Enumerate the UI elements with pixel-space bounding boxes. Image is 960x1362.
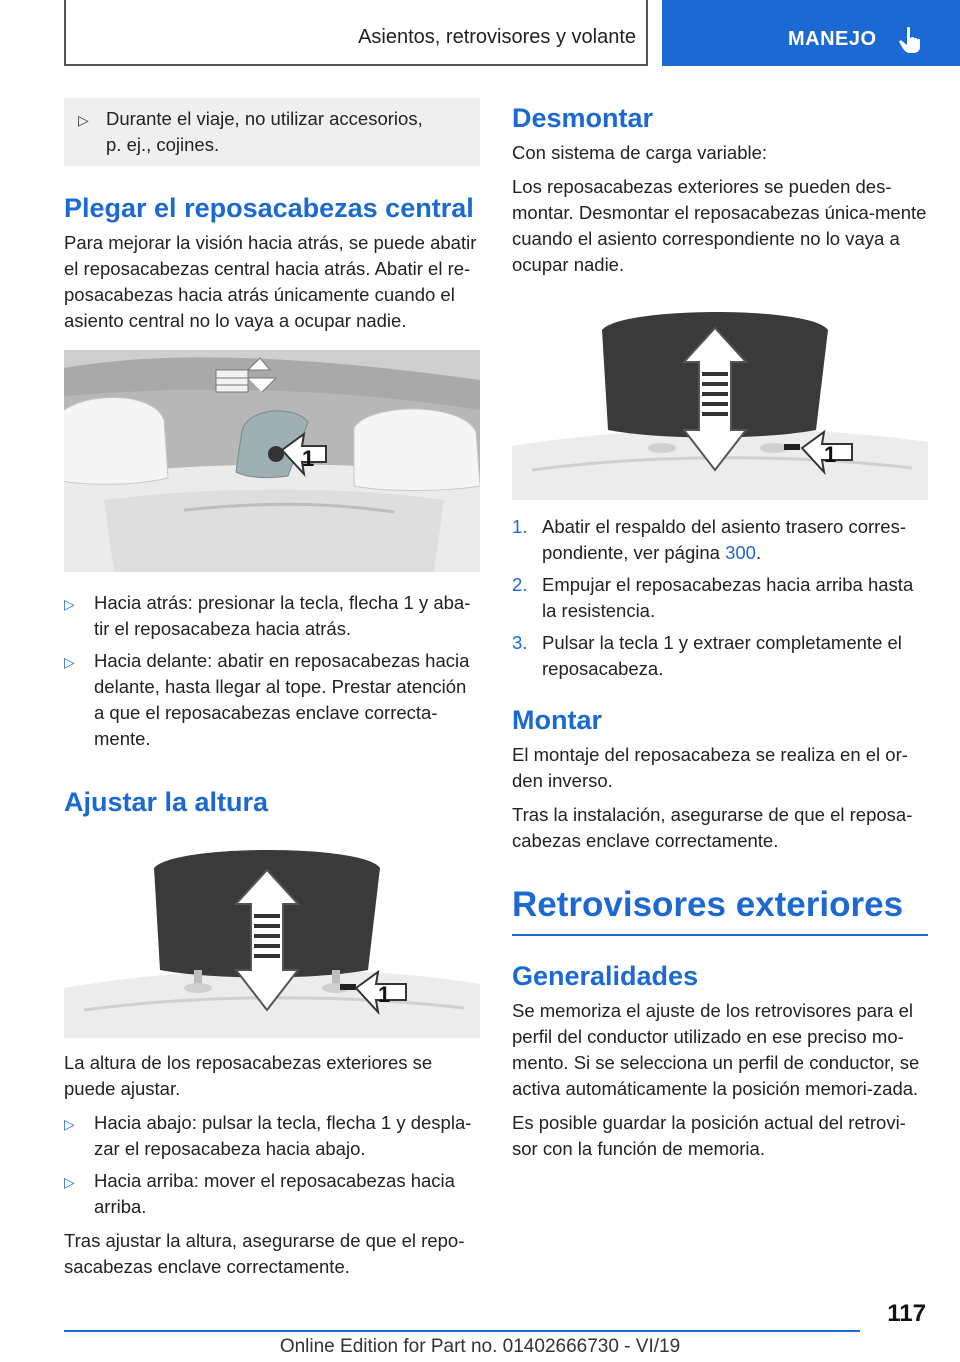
- figure-1-callout: 1: [302, 446, 315, 471]
- right-column: [512, 98, 928, 1162]
- triangle-bullet-icon: ▷: [64, 1116, 75, 1132]
- footer-rule: [64, 1330, 860, 1332]
- fold-bullets: [64, 590, 480, 752]
- list-item: ▷ Hacia arriba: mover el reposacabezas hacia arriba.: [64, 1168, 480, 1220]
- triangle-bullet-icon: ▷: [64, 596, 75, 612]
- heading-mount: Montar: [512, 705, 602, 735]
- triangle-bullet-icon: ▷: [78, 112, 89, 128]
- figure-3-callout: 1: [824, 442, 837, 467]
- heading-exterior-mirrors: Retrovisores exteriores: [512, 885, 904, 924]
- step-item: 1. Abatir el respaldo del asiento trasero corres-pondiente, ver página 300.: [512, 516, 907, 563]
- list-item: ▷ Hacia delante: abatir en reposacabezas hacia delante, hasta llegar al tope. Prestar atención a que el reposacabezas enclave correcta-mente.: [64, 648, 480, 752]
- page-link[interactable]: 300: [725, 542, 756, 563]
- note-bullet: [78, 106, 466, 158]
- footer-edition: Online Edition for Part no. 01402666730 - VI/19: [279, 1336, 681, 1357]
- remove-paragraph-1: Con sistema de carga variable:: [512, 142, 768, 163]
- mount-paragraph-1: El montaje del reposacabeza se realiza en el or-den inverso.: [512, 744, 908, 791]
- fold-paragraph: Para mejorar la visión hacia atrás, se puede abatir el reposacabezas central hacia atrás. Abatir el re-posacabezas hacia atrás únicamente cuando el asiento central no lo vaya a ocupar nadie.: [64, 232, 477, 331]
- hand-pointer-icon: [898, 26, 924, 54]
- note-line-2: p. ej., cojines.: [106, 134, 220, 155]
- heading-remove: Desmontar: [512, 103, 654, 133]
- heading-adjust-height: Ajustar la altura: [64, 787, 269, 817]
- figure-center-headrest: [64, 350, 480, 572]
- header-underline: [64, 64, 648, 66]
- heading-fold-headrest: Plegar el reposacabezas central: [64, 193, 474, 223]
- triangle-bullet-icon: ▷: [64, 1174, 75, 1190]
- step-item: 2. Empujar el reposacabezas hacia arriba hasta la resistencia.: [512, 574, 914, 621]
- heading-general: Generalidades: [512, 961, 699, 991]
- general-paragraph-1: Se memoriza el ajuste de los retrovisores para el perfil del conductor utilizado en ese preciso mo-mento. Si se selecciona un perfil de conductor, se activa automáticamente la posición memori-zada.: [512, 1000, 920, 1099]
- figure-2-callout: 1: [378, 982, 391, 1007]
- remove-paragraph-2: Los reposacabezas exteriores se pueden des-montar. Desmontar el reposacabezas única-mente cuando el asiento correspondiente no lo vaya a ocupar nadie.: [512, 176, 927, 275]
- header-divider-right: [646, 0, 648, 66]
- step-item: 3. Pulsar la tecla 1 y extraer completamente el reposacabeza.: [512, 632, 902, 679]
- height-after-paragraph: Tras ajustar la altura, asegurarse de que el repo-sacabezas enclave correctamente.: [64, 1230, 465, 1277]
- remove-steps: [512, 514, 928, 682]
- figure-headrest-remove: [512, 300, 928, 500]
- chapter-tab[interactable]: [662, 0, 960, 66]
- note-box: [64, 98, 480, 166]
- triangle-bullet-icon: ▷: [64, 654, 75, 670]
- header-section-title: Asientos, retrovisores y volante: [358, 26, 636, 48]
- heading-rule: [512, 934, 928, 936]
- list-item: ▷ Hacia atrás: presionar la tecla, flecha 1 y aba-tir el reposacabeza hacia atrás.: [64, 590, 480, 642]
- height-paragraph: La altura de los reposacabezas exteriores se puede ajustar.: [64, 1052, 433, 1099]
- left-column: [64, 98, 480, 1280]
- note-line-1: Durante el viaje, no utilizar accesorios,: [106, 108, 423, 129]
- chapter-tab-label: MANEJO: [788, 28, 877, 50]
- figure-headrest-height: [64, 838, 480, 1038]
- mount-paragraph-2: Tras la instalación, asegurarse de que el reposa-cabezas enclave correctamente.: [512, 804, 913, 851]
- list-item: ▷ Hacia abajo: pulsar la tecla, flecha 1 y despla-zar el reposacabeza hacia abajo.: [64, 1110, 480, 1162]
- general-paragraph-2: Es posible guardar la posición actual del retrovi-sor con la función de memoria.: [512, 1112, 906, 1159]
- height-bullets: [64, 1110, 480, 1220]
- page-number: 117: [887, 1300, 926, 1327]
